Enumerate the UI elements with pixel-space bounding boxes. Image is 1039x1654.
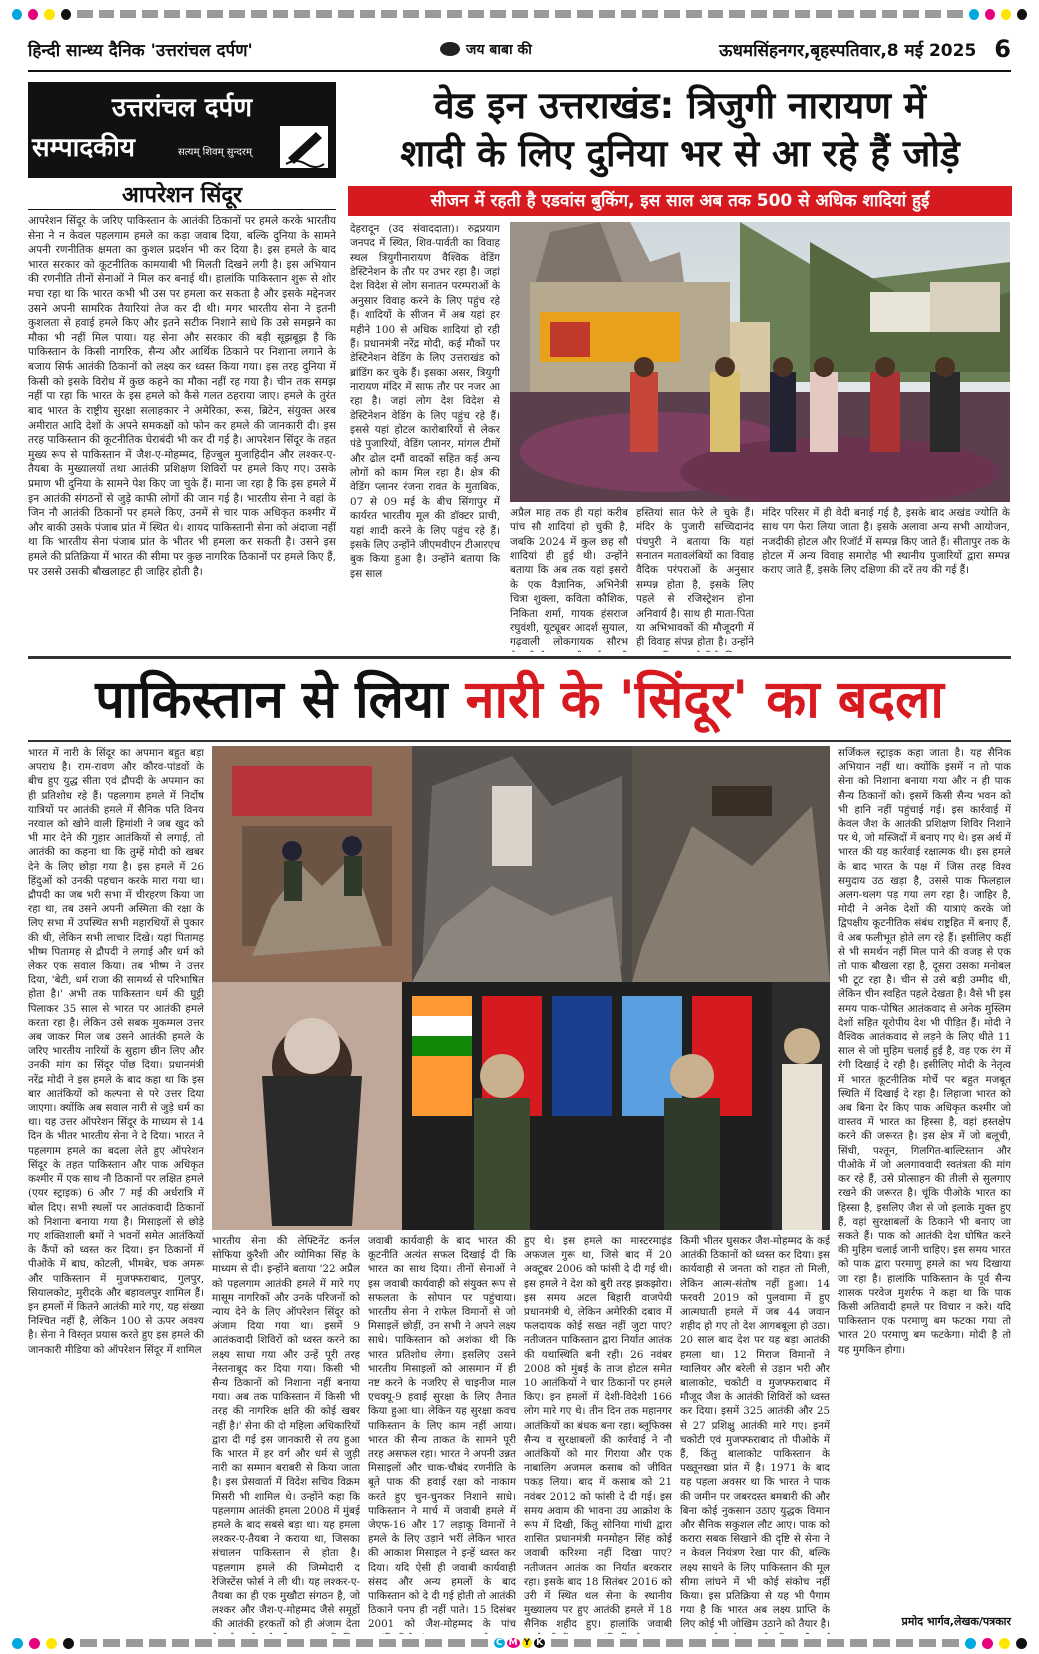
color-dot-yellow	[46, 1638, 57, 1649]
color-dot-magenta	[985, 9, 995, 20]
sindoor-col-6: सर्जिकल स्ट्राइक कहा जाता है। यह सैनिक अभियान नहीं था। क्योंकि इसमें न तो पाक सेना को निशाना बनाया गया और न ही पाक सैन्य ठिकानों को। इसमें किसी सैन्य भवन को भी हानि नहीं पहुंचाई गई। इस कार्रवाई में केवल जैश के आतंकी प्रशिक्षण शिविर निशाने पर थे, जो मस्जिदों में बनाए गए थे। इस अर्थ में भारत की यह कार्रवाई रक्षात्मक थी। इस हमले के बाद भारत के पक्ष में जिस तरह विश्व समुदाय उठ खड़ा है, उससे पाक फिलहाल अलग-थलग पड़ गया लग रहा है। जाहिर है, मोदी ने अनेक देशों की यात्राएं करके जो द्विपक्षीय कूटनीतिक संबंध राष्ट्रहित में बनाए हैं, वे अब फलीभूत होते लग रहे हैं। इसीलिए कहीं से भी समर्थन नहीं मिल पाने की वजह से एक तो पाक बौखला रहा है, दूसरा उसका मनोबल भी टूट रहा है। चीन से उसे बड़ी उम्मीद थी, लेकिन चीन स्वहित पहले देखता है। वैसे भी इस समय पाक-पोषित आतंकवाद से अनेक मुस्लिम देशों सहित यूरोपीय देश भी पीड़ित हैं। मोदी ने वैश्विक आतंकवाद से लड़ने के लिए थीते 11 साल से जो मुहिम चलाई हुई है, वह एक रंग में रंगी दिखाई दे रही है। इसीलिए मोदी के नेतृत्व में भारत कूटनीतिक मोर्चे पर बहुत मजबूत स्थिति में दिखाई दे रहा है। लिहाजा भारत को अब बिना देर किए पाक अधिकृत कश्मीर जो वास्तव में भारत का हिस्सा है, वहां हस्तक्षेप करने की जरूरत है। इस क्षेत्र में जो बलूची, सिंधी, पश्तून, गिलगित-बाल्टिस्तान और पीओके में जो अलगाववादी स्वतंत्रता की मांग कर रहे हैं, उसे प्रोत्साहन की तीली से सुलगाए रखने की जरूरत है। चूंकि पीओके भारत का हिस्सा है, इसलिए जैश से जो इलाके मुक्त हुए हैं, वहां सुरक्षाबलों के ठिकाने भी बनाए जा सकते हैं। पाक को आतंकी देश घोषित करने की मुहिम चलाई जानी चाहिए। इस समय भारत को पाक द्वारा परमाणु हमले का भय दिखाया जा रहा है। हालांकि पाकिस्तान के पूर्व सैन्य शासक परवेज मुशर्रफ ने कहा था कि पाक किसी अतिवादी हमले पर विचार न करे। यदि पाकिस्तान एक परमाणु बम फटका गया तो भारत 20 परमाणु बम फटकेगा। मोदी है तो यह मुमकिन होगा।	[838, 747, 1011, 1356]
wedding-col-1: देहरादून (उद संवाददाता)। रुद्रप्रयाग जनपद में स्थित, शिव-पार्वती का विवाह स्थल त्रियुगीनारायण वैश्विक वेडिंग डेस्टिनेशन के तौर पर उभर रहा है। जहां देश विदेश से लोग सनातन परम्पराओं के अनुसार विवाह करने के लिए पहुंच रहे हैं। शादियों के सीजन में अब यहां हर महीने 100 से अधिक शादियां हो रही हैं। प्रधानमंत्री नरेंद्र मोदी, कई मौकों पर डेस्टिनेशन वेडिंग के लिए उत्तराखंड को ब्रांडिंग कर चुके हैं। इसका असर, त्रियुगी नारायण मंदिर में साफ तौर पर नजर आ रहा है। जहां लोग देश विदेश से डेस्टिनेशन वेडिंग के लिए पहुंच रहे हैं। इससे यहां होटल कारोबारियों से लेकर पंडे पुजारियों, वेडिंग प्लानर, मांगल टीमों और ढोल दमौं वादकों सहित कई अन्य लोगों को काम मिल रहा है। क्षेत्र की वेडिंग प्लानर रंजना रावत के मुताबिक, 07 से 09 मई के बीच सिंगापुर में कार्यरत भारतीय मूल की डॉक्टर प्राची, यहां शादी करने के लिए पहुंच रहे हैं। इसके लिए उन्होंने जीएमवीएन टीआरएच बुक किया हुआ है। उन्होंने बताया कि इस साल	[350, 223, 500, 580]
color-dot-cyan	[12, 1638, 23, 1649]
sindoor-col-3: जवाबी कार्यवाही के बाद भारत की कूटनीति अत्यंत सफल दिखाई दी कि भारत का साथ दिया। तीनों सेनाओं ने इस जवाबी कार्यवाही को संयुक्त रूप से सफलता के सोपान पर पहुंचाया। भारतीय सेना ने राफेल विमानों से जो मिसाइलें छोड़ीं, उन सभी ने अपने लक्ष्य साधे। पाकिस्तान को अशंका थी कि भारत प्रतिशोध लेगा। इसलिए उसने भारतीय मिसाइलों को आसमान में ही नष्ट करने के नजरिए से चाइनीज माल एचक्यू-9 हवाई सुरक्षा के लिए तैनात किया हुआ था। लेकिन यह सुरक्षा कवच पाकिस्तान के लिए काम नहीं आया। भारत की सैन्य ताकत के सामने पूरी तरह असफल रहा। भारत ने अपनी उन्नत मिसाइलों और चाक-चौबंद रणनीति के बूते पाक की हवाई रक्षा को नाकाम करते हुए चुन-चुनकर निशाने साधे। पाकिस्तान ने मार्च में जवाबी हमले में जेएफ-16 और 17 लड़ाकू विमानों ने हमले के लिए उड़ाने भरीं लेकिन भारत की आकाश मिसाइल ने इन्हें ध्वस्त कर दिया। यदि ऐसी ही जवाबी कार्यवाही संसद और अन्य हमलों के बाद पाकिस्तान को दे दी गई होती तो आतंकी ठिकाने पनप ही नहीं पाते। 15 दिसंबर 2001 को जैश-मोहम्मद के पांच	[368, 1235, 516, 1631]
color-dot-yellow	[44, 9, 54, 20]
sindoor-col-1: भारत में नारी के सिंदूर का अपमान बहुत बड़ा अपराध है। राम-रावण और कौरव-पांडवों के बीच हुए युद्ध सीता एवं द्रौपदी के अपमान का ही प्रतिशोध रहे हैं। पहलगाम हमले में निर्दोष यात्रियों पर आतंकी हमले में सैनिक पति विनय नरवाल को खोने वाली हिमांशी ने जब खुद को भी मार देने की गुहार आतंकियों से लगाई, तो आतंकी का कहना था कि तुम्हें मोदी को खबर देने के लिए छोड़ा गया है। इस हमले में 26 हिंदुओं को उनकी पहचान करके मारा गया था। द्रौपदी का जब भरी सभा में चीरहरण किया जा रहा था, तब उसने अपनी अस्मिता की रक्षा के लिए सभा में उपस्थित सभी महारथियों से पुकार की थी, लेकिन सभी लाचार दिखे। यहां पितामह भीष्म पितामह से द्रौपदी ने लगाई और धर्म को लेकर एक सवाल किया। तब भीष्म ने उत्तर दिया, 'बेटी, धर्म राजा की सामर्थ्य से परिभाषित होता है।' अभी तक पाकिस्तान धर्म की घुट्टी पिलाकर 35 साल से भारत पर आतंकी हमले करता रहा है। लेकिन उसे सबक मुकम्मल उत्तर अब जाकर मिल जब उसने आतंकी हमले के जरिए भारतीय नारियों के सुहाग छीन लिए और उनकी मांग का सिंदूर पोंछ दिया। प्रधानमंत्री नरेंद्र मोदी ने इस हमले के बाद कहा था कि इस बार आतंकियों को कल्पना से परे उत्तर दिया जाएगा। क्योंकि अब सवाल नारी से जुड़े धर्म का था। यह उत्तर ऑपरेशन सिंदूर के माध्यम से 14 दिन के भीतर भारतीय सेना ने दे दिया। भारत ने पहलगाम हमले का बदला लेते हुए ऑपरेशन सिंदूर के तहत पाकिस्तान और पाक अधिकृत कश्मीर में एक साथ नौ ठिकानों पर लक्षित हमले (एयर स्ट्राइक) 6 और 7 मई की अर्धरात्रि में बोल दिए। सभी स्थलों पर आतंकवादी ठिकानों को निशाना बनाया गया है। मिसाइलों से छोड़े गए शक्तिशाली बमों ने भवनों समेत आतंकियों के कैंपों को ध्वस्त कर दिया। इन ठिकानों में पीओके में बाघ, कोटली, भीमबेर, चक अमरू और पाकिस्तान में मुजफ्फराबाद, गुलपुर, सियालकोट, मुरीदके और बहावलपुर शामिल हैं। इन हमलों में कितने आतंकी मारे गए, यह संख्या निश्चित नहीं है, लेकिन 100 से ऊपर अवश्य है। सेना ने विस्तृत प्रयास करते हुए इस हमले की जानकारी मीडिया को ऑपरेशन सिंदूर में शामिल	[28, 747, 204, 1356]
registration-strip-bottom	[0, 1632, 1039, 1654]
pen-writing-icon	[278, 124, 330, 170]
sindoor-col-5: किमी भीतर घुसकर जैश-मोहम्मद के कई आतंकी ठिकानों को ध्वस्त कर दिया। इस कार्यवाही से जनता को राहत तो मिली, लेकिन आत्म-संतोष नहीं हुआ। 14 फरवरी 2019 को पुलवामा में हुए आत्मघाती हमले में जब 44 जवान शहीद हो गए तो देश आगबबूला हो उठा। 20 साल बाद देश पर यह बड़ा आतंकी हमला था। 12 मिराज विमानों ने ग्वालियर और बरेली से उड़ान भरी और बालाकोट, चकोटी व मुजफ्फराबाद में मौजूद जैश के आतंकी शिविरों को ध्वस्त कर दिया। इसमें 325 आतंकी और 25 से 27 प्रशिक्षु आतंकी मारे गए। इनमें चकोटी एवं मुजफ्फराबाद तो पीओके में हैं, किंतु बालाकोट पाकिस्तान के पख्तूनख्वा प्रांत में है। 1971 के बाद यह पहला अवसर था कि भारत ने पाक की जमीन पर जबरदस्त बमबारी की और बिना कोई नुकसान उठाए युद्धक विमान और सैनिक सकुशल लौट आए। पाक को करारा सबक सिखाने की दृष्टि से सेना ने न केवल नियंत्रण रेखा पार की, बल्कि लक्ष्य साधने के लिए पाकिस्तान की मूल सीमा लांघने में भी कोई संकोच नहीं किया। इस प्रतिक्रिया से यह भी पैगाम गया है कि भारत अब लक्ष्य प्राप्ति के लिए कोई भी जोखिम उठाने को तैयार है।	[680, 1235, 830, 1631]
wedding-photo	[510, 222, 1010, 502]
wedding-headline-line1: वेड इन उत्तराखंड: त्रिजुगी नारायण में	[434, 84, 926, 127]
color-dot-magenta	[982, 1638, 993, 1649]
wedding-col-3: हस्तियां सात फेरे ले चुके हैं। मंदिर के पुजारी सच्चिदानंद पंचपुरी ने बताया कि यहां सनातन मतावलंबियों का विवाह वैदिक परंपराओं के अनुसार सम्पन्न होता है, इसके लिए पहले से रजिस्ट्रेशन होना अनिवार्य है। साथ ही माता-पिता या अभिभावकों की मौजूदगी में ही विवाह संपन्न होता है। उन्होंने	[636, 507, 754, 649]
color-dot-yellow	[1001, 9, 1011, 20]
sindoor-col-4: हुए थे। इस हमले का मास्टरमाइंड अफजल गुरू था, जिसे बाद में 20 अक्टूबर 2006 को फांसी दे दी गई थी। इस हमले ने देश को बुरी तरह झकझोरा। इस समय अटल बिहारी वाजपेयी प्रधानमंत्री थे, लेकिन अमेरिकी दबाव में फलदायक कोई सख्त नहीं जुटा पाए? नतीजतन पाकिस्तान द्वारा निर्यात आतंक की यथास्थिति बनी रही। 26 नवंबर 2008 को मुंबई के ताज होटल समेत 10 आतंकियों ने चार ठिकानों पर हमले किए। इन हमलों में देशी-विदेशी 166 लोग मारे गए थे। तीन दिन तक महानगर आतंकियों का बंधक बना रहा। ब्लूफिक्स सैन्य व सुरक्षाबलों की कार्रवाई ने नौ आतंकियों को मार गिराया और एक नाबालिग अजमल कसाब को जीवित पकड़ लिया। बाद में कसाब को 21 नवंबर 2012 को फांसी दे दी गई। इस समय अवाम की भावना उग्र आक्रोश के रूप में दिखी, किंतु सोनिया गांधी द्वारा शासित प्रधानमंत्री मनमोहन सिंह कोई जवाबी करिश्मा नहीं दिखा पाए? नतीजतन आतंक का निर्यात बरकरार रहा। इसके बाद 18 सितंबर 2016 को उरी में स्थित थल सेना के स्थानीय मुख्यालय पर हुए आतंकी हमले में 18 सैनिक शहीद हुए। हालांकि जवाबी	[524, 1235, 672, 1631]
color-dot-magenta	[29, 1638, 40, 1649]
wedding-col-4: मंदिर परिसर में ही वेदी बनाई गई है, इसके बाद अखंड ज्योति के साथ पग फेरा लिया जाता है। इसके अलावा अन्य सभी आयोजन, नजदीकी होटल और रिजॉर्ट में सम्पन्न किए जाते हैं। सीतापुर तक के होटल में अन्य विवाह समारोह भी स्थानीय पुजारियों द्वारा सम्पन्न कराए जाते हैं, इसके लिए दक्षिणा की दरें तय की गई हैं।	[762, 507, 1010, 577]
masthead-motto: सत्यम् शिवम् सुन्दरम्	[178, 147, 252, 158]
wedding-subhead: सीजन में रहती है एडवांस बुकिंग, इस साल अब तक 500 से अधिक शादियां हुईं	[348, 186, 1012, 216]
editorial-headline: आपरेशन सिंदूर	[121, 183, 243, 208]
dateline: ऊधमसिंहनगर,बृहस्पतिवार,8 मई 2025 6	[719, 35, 1011, 63]
editorial-body: आपरेशन सिंदूर के जरिए पाकिस्तान के आतंकी ठिकानों पर हमले करके भारतीय सेना ने न केवल पहलगाम हमले का कड़ा जवाब दिया, बल्कि दुनिया के सामने अपनी रणनीतिक क्षमता का कुशल प्रदर्शन भी कर दिया है। इस हमले के बाद भारत सरकार को कूटनीतिक कामयाबी भी मिलती दिखने लगी है। इस अभियान की रणनीति तीनों सेनाओं ने मिल कर बनाई थी। हालांकि पाकिस्तान शुरू से शोर मचा रहा था कि भारत कभी भी उस पर हमला कर सकता है और इसके मद्देनजर उसने अपनी सामरिक तैयारियां तेज कर दी थी। मगर भारतीय सेना ने इतनी कुशलता से हवाई हमले किए और इतने सटीक निशाने साधे कि उसे समझने का मौका भी नहीं मिल पाया। यह सेना और सरकार की बड़ी सूझबूझ है कि पाकिस्तान के किसी नागरिक, सैन्य और आर्थिक ठिकाने पर निशाना लगाने के बजाय सिर्फ आतंकी ठिकानों को लक्ष्य कर ध्वस्त किया गया। इस तरह दुनिया में किसी को इसके विरोध में कुछ कहने का मौका नहीं रह गया है। चीन तक समझ नहीं पा रहा कि भारत के इस हमले को कैसे गलत ठहराया जाए। हमले के तुरंत बाद भारत के राष्ट्रीय सुरक्षा सलाहकार ने अमेरिका, रूस, ब्रिटेन, संयुक्त अरब अमीरात आदि देशों के अपने समकक्षों को फोन कर हमले की जानकारी दी। इस तरह पाकिस्तान की कूटनीतिक घेराबंदी भी कर दी गई है। आपरेशन सिंदूर के तहत मुख्य रूप से पाकिस्तान में जैश-ए-मोहम्मद, हिज्बुल मुजाहिदीन और लश्कर-ए-तैयबा के मुख्यालयों तथा आतंकी प्रशिक्षण शिविरों पर हमले किए गए। उसके प्रमाण भी दुनिया के सामने पेश किए जा चुके हैं। माना जा रहा है कि इस हमले में इन आतंकी संगठनों से जुड़े काफी लोगों की जान गई है। भारतीय सेना ने वहां के जिन नौ आतंकी ठिकानों पर हमले किए, उनमें से चार पाक अधिकृत कश्मीर में और बाकी उसके पंजाब प्रांत में स्थित थे। शायद पाकिस्तानी सेना को अंदाजा नहीं था कि भारतीय सेना पंजाब प्रांत के भीतर भी हमला कर सकती है। उसने इस हमले की प्रतिक्रिया में भारत की सीमा पर कुछ नागरिक ठिकानों पर हमले किए हैं, पर उससे उसकी बौखलाहट ही जाहिर होती है।	[28, 215, 336, 578]
color-dot-cyan	[12, 9, 22, 20]
section-divider	[28, 656, 1011, 659]
wedding-col-2: अप्रैल माह तक ही यहां करीब पांच सौ शादियां हो चुकी है, जबकि 2024 में कुल छह सौ शादियां ही हुई थी। उन्होंने बताया कि अब तक यहां इसरो के एक वैज्ञानिक, अभिनेत्री चित्रा शुक्ला, कविता कौशिक, निकिता शर्मा, गायक हंसराज रघुवंशी, यूट्यूबर आदर्श सुयाल, गढ़वाली लोकगायक सौरभ	[510, 507, 628, 649]
color-dot-black	[63, 1638, 74, 1649]
header-center: जय बाबा की	[440, 40, 532, 59]
wedding-headline-line2: शादी के लिए दुनिया भर से आ रहे हैं जोड़े	[400, 132, 960, 175]
paper-name: हिन्दी सान्ध्य दैनिक 'उत्तरांचल दर्पण'	[28, 40, 253, 61]
editorial-masthead	[28, 82, 336, 178]
registration-strip-top	[0, 3, 1039, 25]
editorial-headline-box	[28, 182, 336, 210]
om-icon	[440, 42, 460, 56]
sindoor-col-2: भारतीय सेना की लेफ्टिनेंट कर्नल सोफिया कुरैशी और व्योमिका सिंह के माध्यम से दी। इन्होंने बताया '22 अप्रैल को पहलगाम आतंकी हमले में मारे गए मासूम नागरिकों और उनके परिजनों को न्याय देने के लिए ऑपरेशन सिंदूर को अंजाम दिया गया था। इसमें 9 आतंकवादी शिविरों को ध्वस्त करने का लक्ष्य साधा गया और उन्हें पूरी तरह नेस्तनाबूद कर दिया गया। किसी भी सैन्य ठिकानों को निशाना नहीं बनाया गया। अब तक पाकिस्तान में किसी भी तरह की नागरिक क्षति की कोई खबर नहीं है।' सेना की दो महिला अधिकारियों द्वारा दी गई इस जानकारी से तय हुआ कि भारत में हर वर्ग और धर्म से जुड़ी नारी का सम्मान बराबरी से किया जाता है। इस प्रेसवार्ता में विदेश सचिव विक्रम मिसरी भी शामिल थे। उन्होंने कहा कि पहलगाम आतंकी हमला 2008 में मुंबई हमले के बाद सबसे बड़ा था। यह हमला लश्कर-ए-तैयबा ने कराया था, जिसका संचालन पाकिस्तान से होता है। पहलगाम हमले की जिम्मेदारी द रेजिस्टेंस फोर्स ने ली थी। यह लश्कर-ए-तैयबा का ही एक मुखौटा संगठन है, जो लश्कर और जैश-ए-मोहम्मद जैसे समूहों की आतंकी हरकतों को ही अंजाम देता	[212, 1235, 360, 1631]
color-dot-cyan	[965, 1638, 976, 1649]
color-dot-black	[1016, 1638, 1027, 1649]
masthead-title: उत्तरांचल दर्पण	[111, 93, 253, 123]
color-dot-black	[61, 9, 71, 20]
byline: प्रमोद भार्गव,लेखक/पत्रकार	[901, 1615, 1011, 1628]
color-dot-black	[1017, 9, 1027, 20]
page-header	[28, 28, 1011, 72]
operation-sindoor-collage	[212, 746, 830, 1230]
page-number: 6	[994, 35, 1011, 63]
cmyk-badge: C M Y K	[496, 1638, 544, 1648]
masthead-section: सम्पादकीय	[32, 133, 135, 163]
color-dot-yellow	[999, 1638, 1010, 1649]
color-dot-magenta	[28, 9, 38, 20]
temple-wedding-image	[510, 222, 1010, 502]
sindoor-headline: पाकिस्तान से लिया नारी के 'सिंदूर' का बदला	[95, 670, 944, 730]
color-dot-cyan	[969, 9, 979, 20]
headline-rule	[28, 740, 1011, 742]
